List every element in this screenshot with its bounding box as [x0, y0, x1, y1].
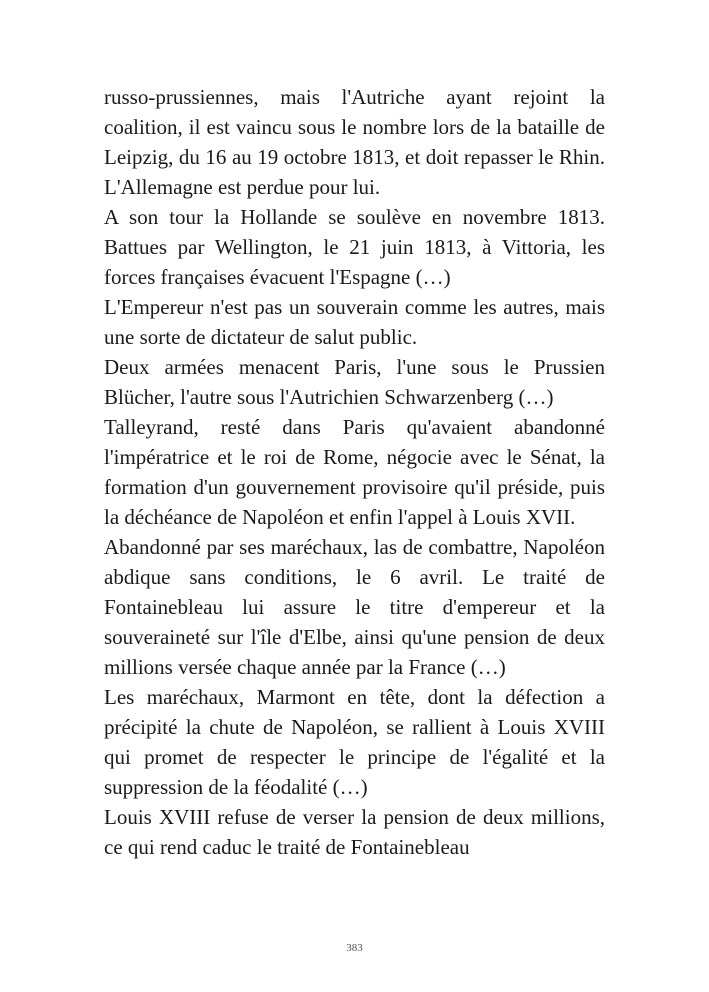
paragraph-talleyrand: Talleyrand, resté dans Paris qu'avaient abandonné l'impératrice et le roi de Rome, négocie avec le Sénat, la formation d'un gouvernement provisoire qu'il préside, puis la déchéance de Napoléon et enfin l'appel à Louis XVII.	[104, 415, 605, 529]
body-text	[104, 82, 605, 862]
paragraph-leipzig: russo-prussiennes, mais l'Autriche ayant rejoint la coalition, il est vaincu sous le nombre lors de la bataille de Leipzig, du 16 au 19 octobre 1813, et doit repasser le Rhin. L'Allemagne est perdue pour lui.	[104, 85, 605, 199]
paragraph-abdication: Abandonné par ses maréchaux, las de combattre, Napoléon abdique sans conditions, le 6 avril. Le traité de Fontainebleau lui assure le titre d'empereur et la souveraineté sur l'île d'Elbe, ainsi qu'une pension de deux millions versée chaque année par la France (…)	[104, 535, 605, 679]
paragraph-empereur: L'Empereur n'est pas un souverain comme les autres, mais une sorte de dictateur de salut public.	[104, 295, 605, 349]
paragraph-pension: Louis XVIII refuse de verser la pension de deux millions, ce qui rend caduc le traité de Fontainebleau	[104, 805, 605, 859]
page-number: 383	[346, 942, 363, 954]
paragraph-hollande: A son tour la Hollande se soulève en novembre 1813. Battues par Wellington, le 21 juin 1813, à Vittoria, les forces françaises évacuent l'Espagne (…)	[104, 205, 605, 289]
paragraph-marechaux: Les maréchaux, Marmont en tête, dont la défection a précipité la chute de Napoléon, se rallient à Louis XVIII qui promet de respecter le principe de l'égalité et la suppression de la féodalité (…)	[104, 685, 605, 799]
paragraph-armees: Deux armées menacent Paris, l'une sous le Prussien Blücher, l'autre sous l'Autrichien Schwarzenberg (…)	[104, 355, 605, 409]
